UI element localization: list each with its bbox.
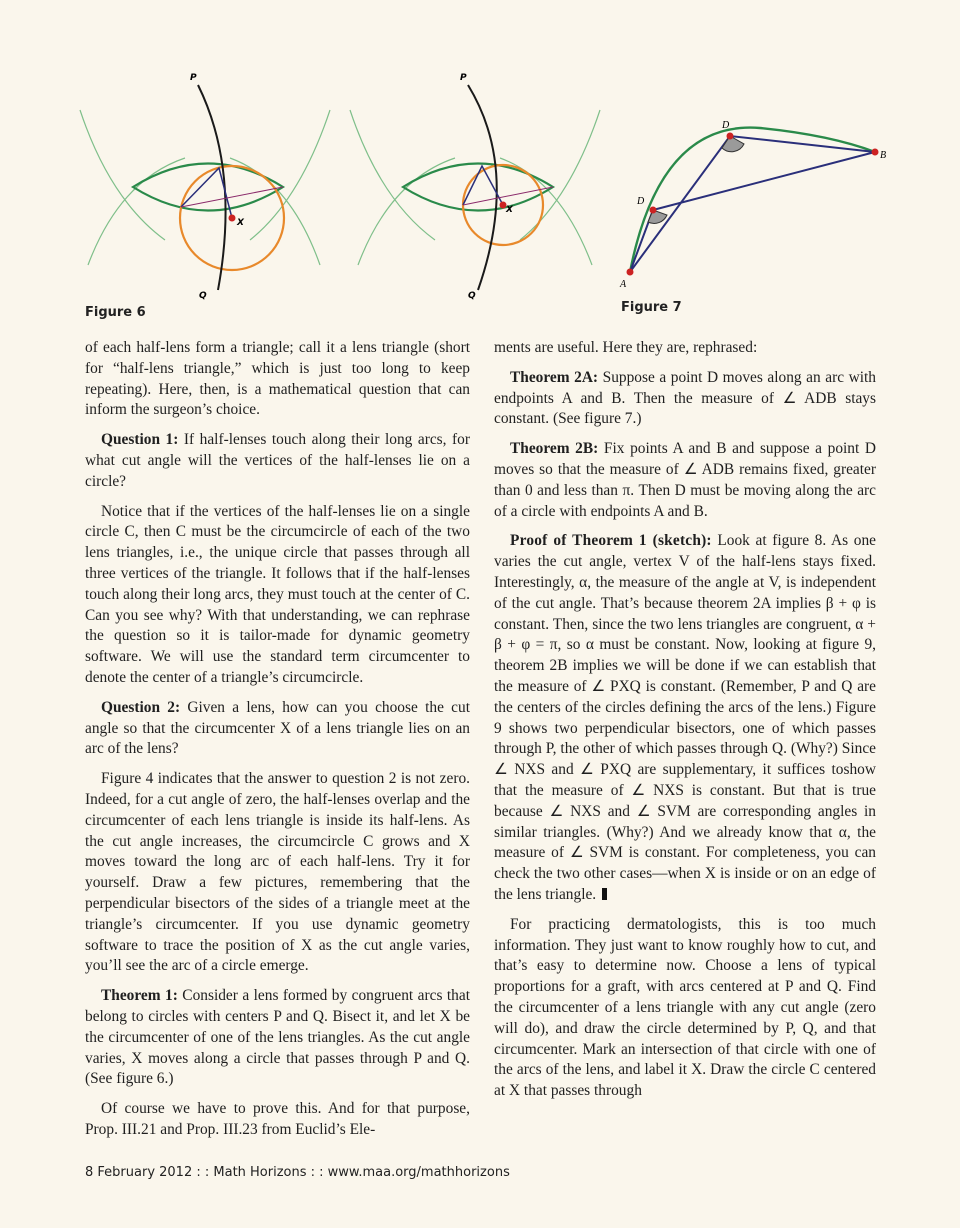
figure7-caption: Figure 7	[621, 300, 682, 315]
point-b	[872, 149, 879, 156]
label-p: P	[190, 73, 197, 83]
figures-svg	[0, 0, 960, 330]
question-2-text: Given a lens, how can you choose the cut angle so that the circumcenter X of a lens triangle lies on an arc of the lens?	[85, 698, 470, 758]
lens-shape	[403, 164, 553, 211]
question-1-text: If half-lenses touch along their long arcs, for what cut angle will the vertices of the half-lenses lie on a circle?	[85, 431, 470, 490]
theorem-1	[85, 986, 470, 1090]
theorem-1-lead: Theorem 1:	[101, 987, 178, 1005]
figure6-caption: Figure 6	[85, 305, 146, 320]
theorem-2b-text: Fix points A and B and suppose a point D moves so that the measure of ∠ ADB remains fixed, greater than 0 and less than π. Then D must be moving along the arc of a circle with endpoints A and B.	[494, 440, 876, 520]
theorem-1-text: Consider a lens formed by congruent arcs that belong to circles with centers P and Q. Bisect it, and let X be the circumcenter of one of the lens triangles. As the cut angle varies, X moves along a circle that passes through P and Q. (See figure 6.)	[85, 987, 470, 1088]
point-d-lower	[650, 207, 657, 214]
arc-ab	[630, 128, 875, 272]
point-a	[627, 269, 634, 276]
paragraph: of each half-lens form a triangle; call it a lens triangle (short for “half-lens triangle,” which is just too long to keep repeating). Here, then, is a mathematical question that can inform the surgeon’s choice.	[85, 339, 470, 419]
question-1-lead: Question 1:	[101, 431, 179, 449]
label-x: X	[237, 218, 244, 228]
thin-arc-left-2	[358, 158, 455, 265]
figure6-right	[350, 73, 600, 301]
left-column	[85, 338, 470, 1150]
paragraph: For practicing dermatologists, this is too much information. They just want to know roughly how to cut, and that’s easy to determine now. Choose a lens of typical proportions for a graft, with arcs centered at P and Q. Find the circumcenter of a lens triangle with any cut angle (zero will do), and draw the circle determined by P, Q, and that circumcenter. Mark an intersection of that circle with one of the arcs of the lens, and label it X. Draw the circle C centered at X that passes through	[494, 915, 876, 1100]
point-x	[229, 215, 236, 222]
angle-wedge-upper	[722, 136, 744, 152]
paragraph: ments are useful. Here they are, rephrased:	[494, 339, 758, 356]
cut-line	[181, 187, 283, 207]
lens-shape	[133, 164, 283, 211]
triangle-adb-upper	[630, 136, 875, 272]
label-q: Q	[468, 291, 476, 301]
label-x: X	[506, 205, 513, 215]
paragraph: Of course we have to prove this. And for that purpose, Prop. III.21 and Prop. III.23 from Euclid’s Ele-	[85, 1100, 470, 1138]
theorem-2b-lead: Theorem 2B:	[510, 440, 599, 458]
question-1	[85, 430, 470, 492]
page-footer: 8 February 2012 : : Math Horizons : : www.maa.org/mathhorizons	[85, 1165, 510, 1180]
qed-mark	[602, 888, 607, 900]
figure-area	[0, 0, 960, 330]
proof-lead: Proof of Theorem 1 (sketch):	[510, 532, 712, 550]
label-b: B	[880, 150, 887, 161]
proof-text: Look at figure 8. As one varies the cut angle, vertex V of the half-lens stays fixed. Interestingly, α, the measure of the angle at V, is independent of the cut angle. That’s because theorem 2A implies β + φ is constant. Then, since the two lens triangles are congruent, α + β + φ = π, so α must be constant. Now, looking at figure 9, theorem 2B implies we will be done if we can establish that the measure of ∠ PXQ is constant. (Remember, P and Q are the centers of the circles defining the arcs of the lens.) Figure 9 shows two perpendicular bisectors, one of which passes through P, the other of which passes through Q. (Why?) Since ∠ NXS and ∠ PXQ are supplementary, it suffices toshow that the measure of ∠ NXS is constant. But that is true because ∠ NXS and ∠ SVM are corresponding angles in similar triangles. (Why?) And we already know that α, the measure of ∠ SVM is constant. For completeness, you can check the two other cases—when X is inside or on an edge of the lens triangle.	[494, 532, 876, 903]
paragraph: Figure 4 indicates that the answer to question 2 is not zero. Indeed, for a cut angle of zero, the half-lenses overlap and the circumcenter of each lens triangle is inside its half-lens. As the cut angle increases, the circumcircle C grows and X moves toward the long arc of each half-lens. Try it for yourself. Draw a few pictures, remembering that the perpendicular bisectors of the sides of a triangle meet at the triangle’s circumcenter. If you use dynamic geometry software to trace the position of X as the cut angle varies, you’ll see the arc of a circle emerge.	[85, 770, 470, 975]
triangle-adb-lower	[630, 152, 875, 272]
right-column	[494, 338, 876, 1111]
question-2	[85, 698, 470, 760]
theorem-2a-lead: Theorem 2A:	[510, 368, 599, 386]
theorem-2a	[494, 368, 876, 430]
label-d-upper: D	[722, 120, 730, 131]
paragraph: Notice that if the vertices of the half-lenses lie on a single circle C, then C must be the circumcircle of each of the two lens triangles, i.e., the unique circle that passes through all three vertices of the triangle. It follows that if the half-lenses touch along their long arcs, they must touch at the center of C. Can you see why? With that understanding, we can rephrase the question so it is tailor-made for dynamic geometry software. We will use the standard term circumcenter to denote the center of a triangle’s circumcircle.	[85, 502, 470, 686]
figure7	[619, 120, 886, 290]
label-q: Q	[199, 291, 207, 301]
question-2-lead: Question 2:	[101, 698, 181, 716]
proof	[494, 531, 876, 905]
thin-arc-right-2	[500, 158, 592, 265]
point-d-upper	[727, 133, 734, 140]
theorem-2b	[494, 439, 876, 522]
cut-line	[463, 187, 553, 205]
label-p: P	[460, 73, 467, 83]
label-a: A	[620, 279, 627, 290]
thin-arc-left-2	[88, 158, 185, 265]
label-d-lower: D	[637, 196, 645, 207]
theorem-2a-text: Suppose a point D moves along an arc with endpoints A and B. Then the measure of ∠ ADB stays constant. (See figure 7.)	[494, 368, 876, 428]
figure6-left	[80, 73, 330, 301]
